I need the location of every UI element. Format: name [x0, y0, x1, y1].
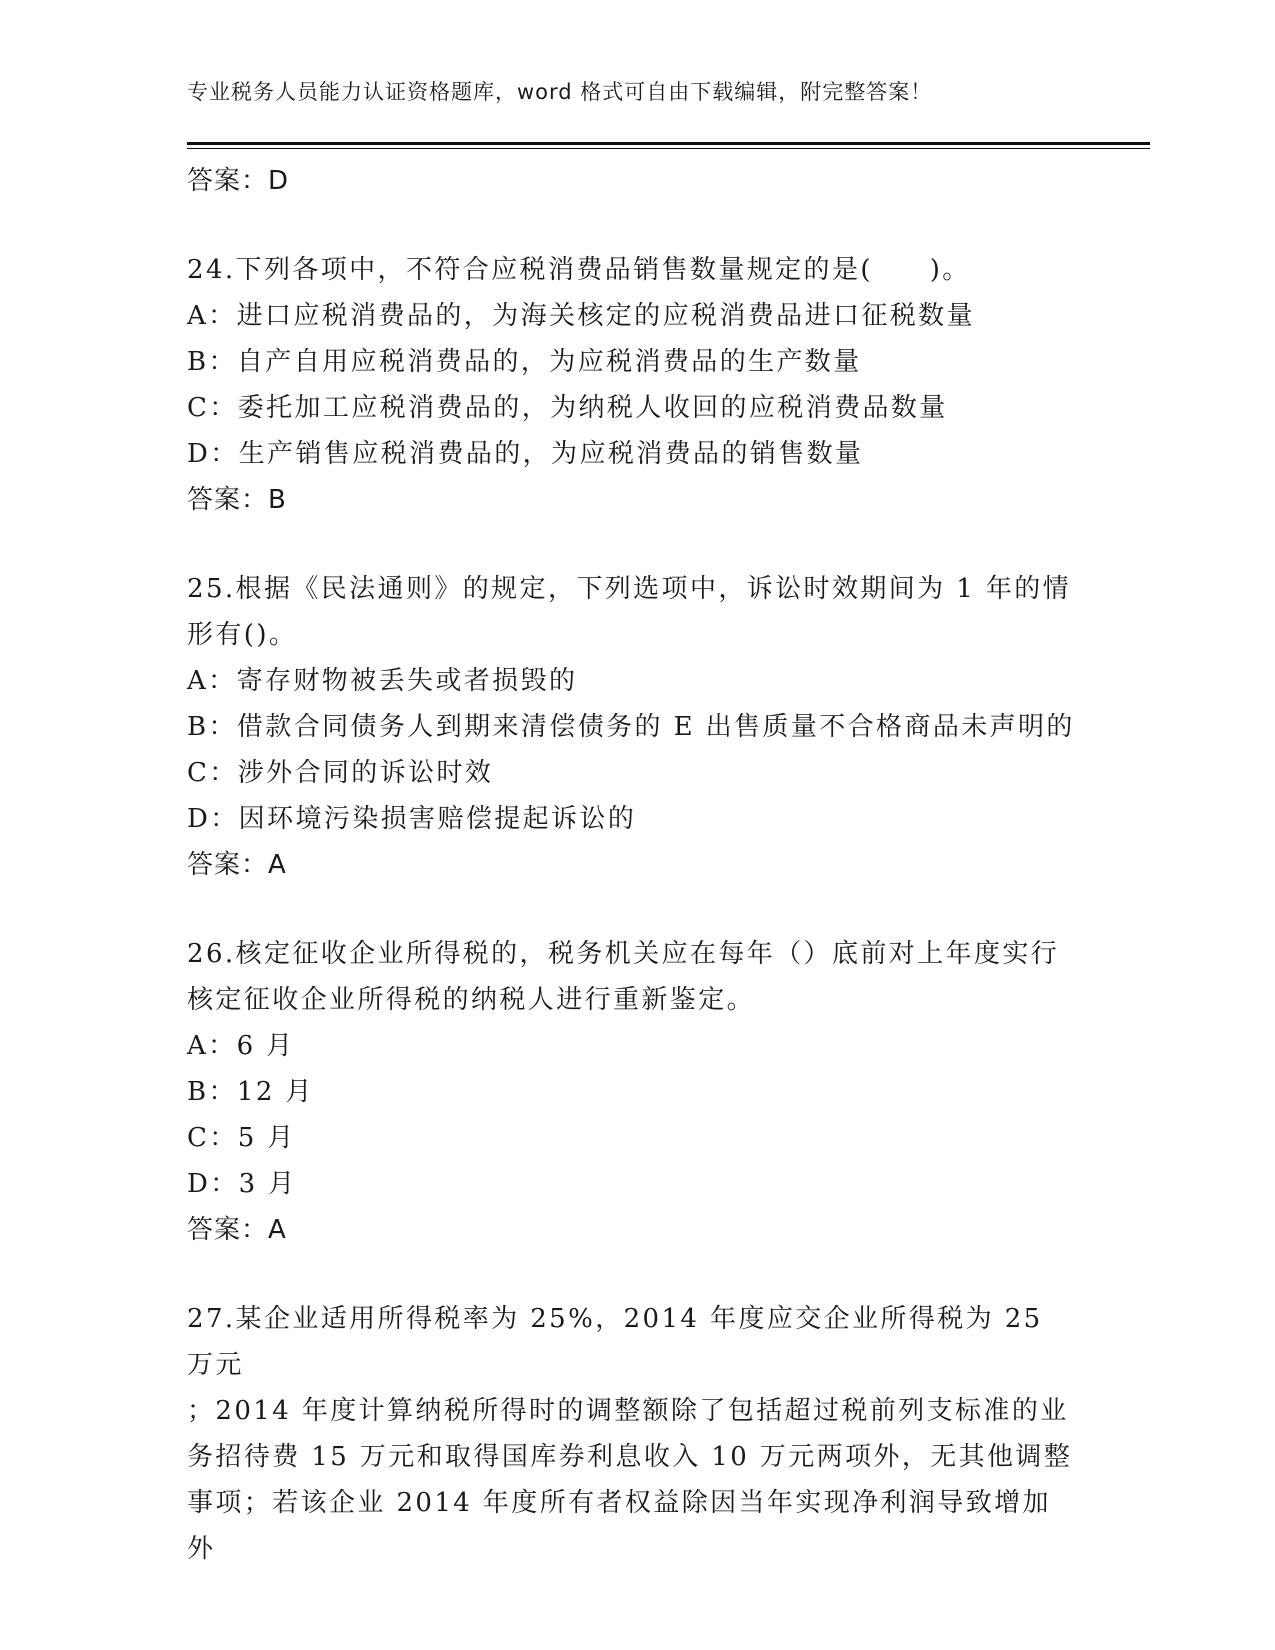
question-26	[187, 931, 1077, 1253]
option-b: B：12 月	[187, 1077, 314, 1107]
page-header: 专业税务人员能力认证资格题库，word 格式可自由下载编辑，附完整答案！	[187, 80, 933, 104]
question-25	[187, 566, 1077, 888]
option-c: C：委托加工应税消费品的，为纳税人收回的应税消费品数量	[187, 393, 948, 423]
question-27	[187, 1296, 1077, 1572]
question-text: 24.下列各项中，不符合应税消费品销售数量规定的是( )。	[187, 255, 971, 285]
question-24	[187, 247, 1077, 523]
header-rule-thin	[187, 148, 1150, 149]
option-b: B：借款合同债务人到期来清偿债务的 E 出售质量不合格商品未声明的	[187, 712, 1075, 742]
question-text-line-4: 事项；若该企业 2014 年度所有者权益除因当年实现净利润导致增加外	[187, 1488, 1051, 1564]
answer-26: 答案：A	[187, 1215, 287, 1245]
option-a: A：6 月	[187, 1031, 295, 1061]
question-text-line-1: 27.某企业适用所得税率为 25%，2014 年度应交企业所得税为 25 万元	[187, 1304, 1043, 1380]
option-d: D：生产销售应税消费品的，为应税消费品的销售数量	[187, 439, 864, 469]
document-body	[187, 158, 1077, 1572]
answer-23: 答案：D	[187, 166, 290, 196]
option-c: C：5 月	[187, 1123, 296, 1153]
question-text-line-1: 25.根据《民法通则》的规定，下列选项中，诉讼时效期间为 1 年的情	[187, 574, 1072, 604]
option-a: A：寄存财物被丢失或者损毁的	[187, 666, 578, 696]
answer-24: 答案：B	[187, 485, 287, 515]
option-d: D：3 月	[187, 1169, 297, 1199]
option-c: C：涉外合同的诉讼时效	[187, 758, 494, 788]
answer-25: 答案：A	[187, 850, 287, 880]
option-b: B：自产自用应税消费品的，为应税消费品的生产数量	[187, 347, 862, 377]
question-text-line-2: 形有()。	[187, 620, 298, 650]
question-text-line-2: 核定征收企业所得税的纳税人进行重新鉴定。	[187, 985, 756, 1015]
question-text-line-3: 务招待费 15 万元和取得国库券利息收入 10 万元两项外，无其他调整	[187, 1442, 1073, 1472]
question-text-line-2: ；2014 年度计算纳税所得时的调整额除了包括超过税前列支标准的业	[187, 1396, 1069, 1426]
option-a: A：进口应税消费品的，为海关核定的应税消费品进口征税数量	[187, 301, 975, 331]
question-text-line-1: 26.核定征收企业所得税的，税务机关应在每年（）底前对上年度实行	[187, 939, 1060, 969]
option-d: D：因环境污染损害赔偿提起诉讼的	[187, 804, 637, 834]
header-rule-thick	[187, 142, 1150, 145]
